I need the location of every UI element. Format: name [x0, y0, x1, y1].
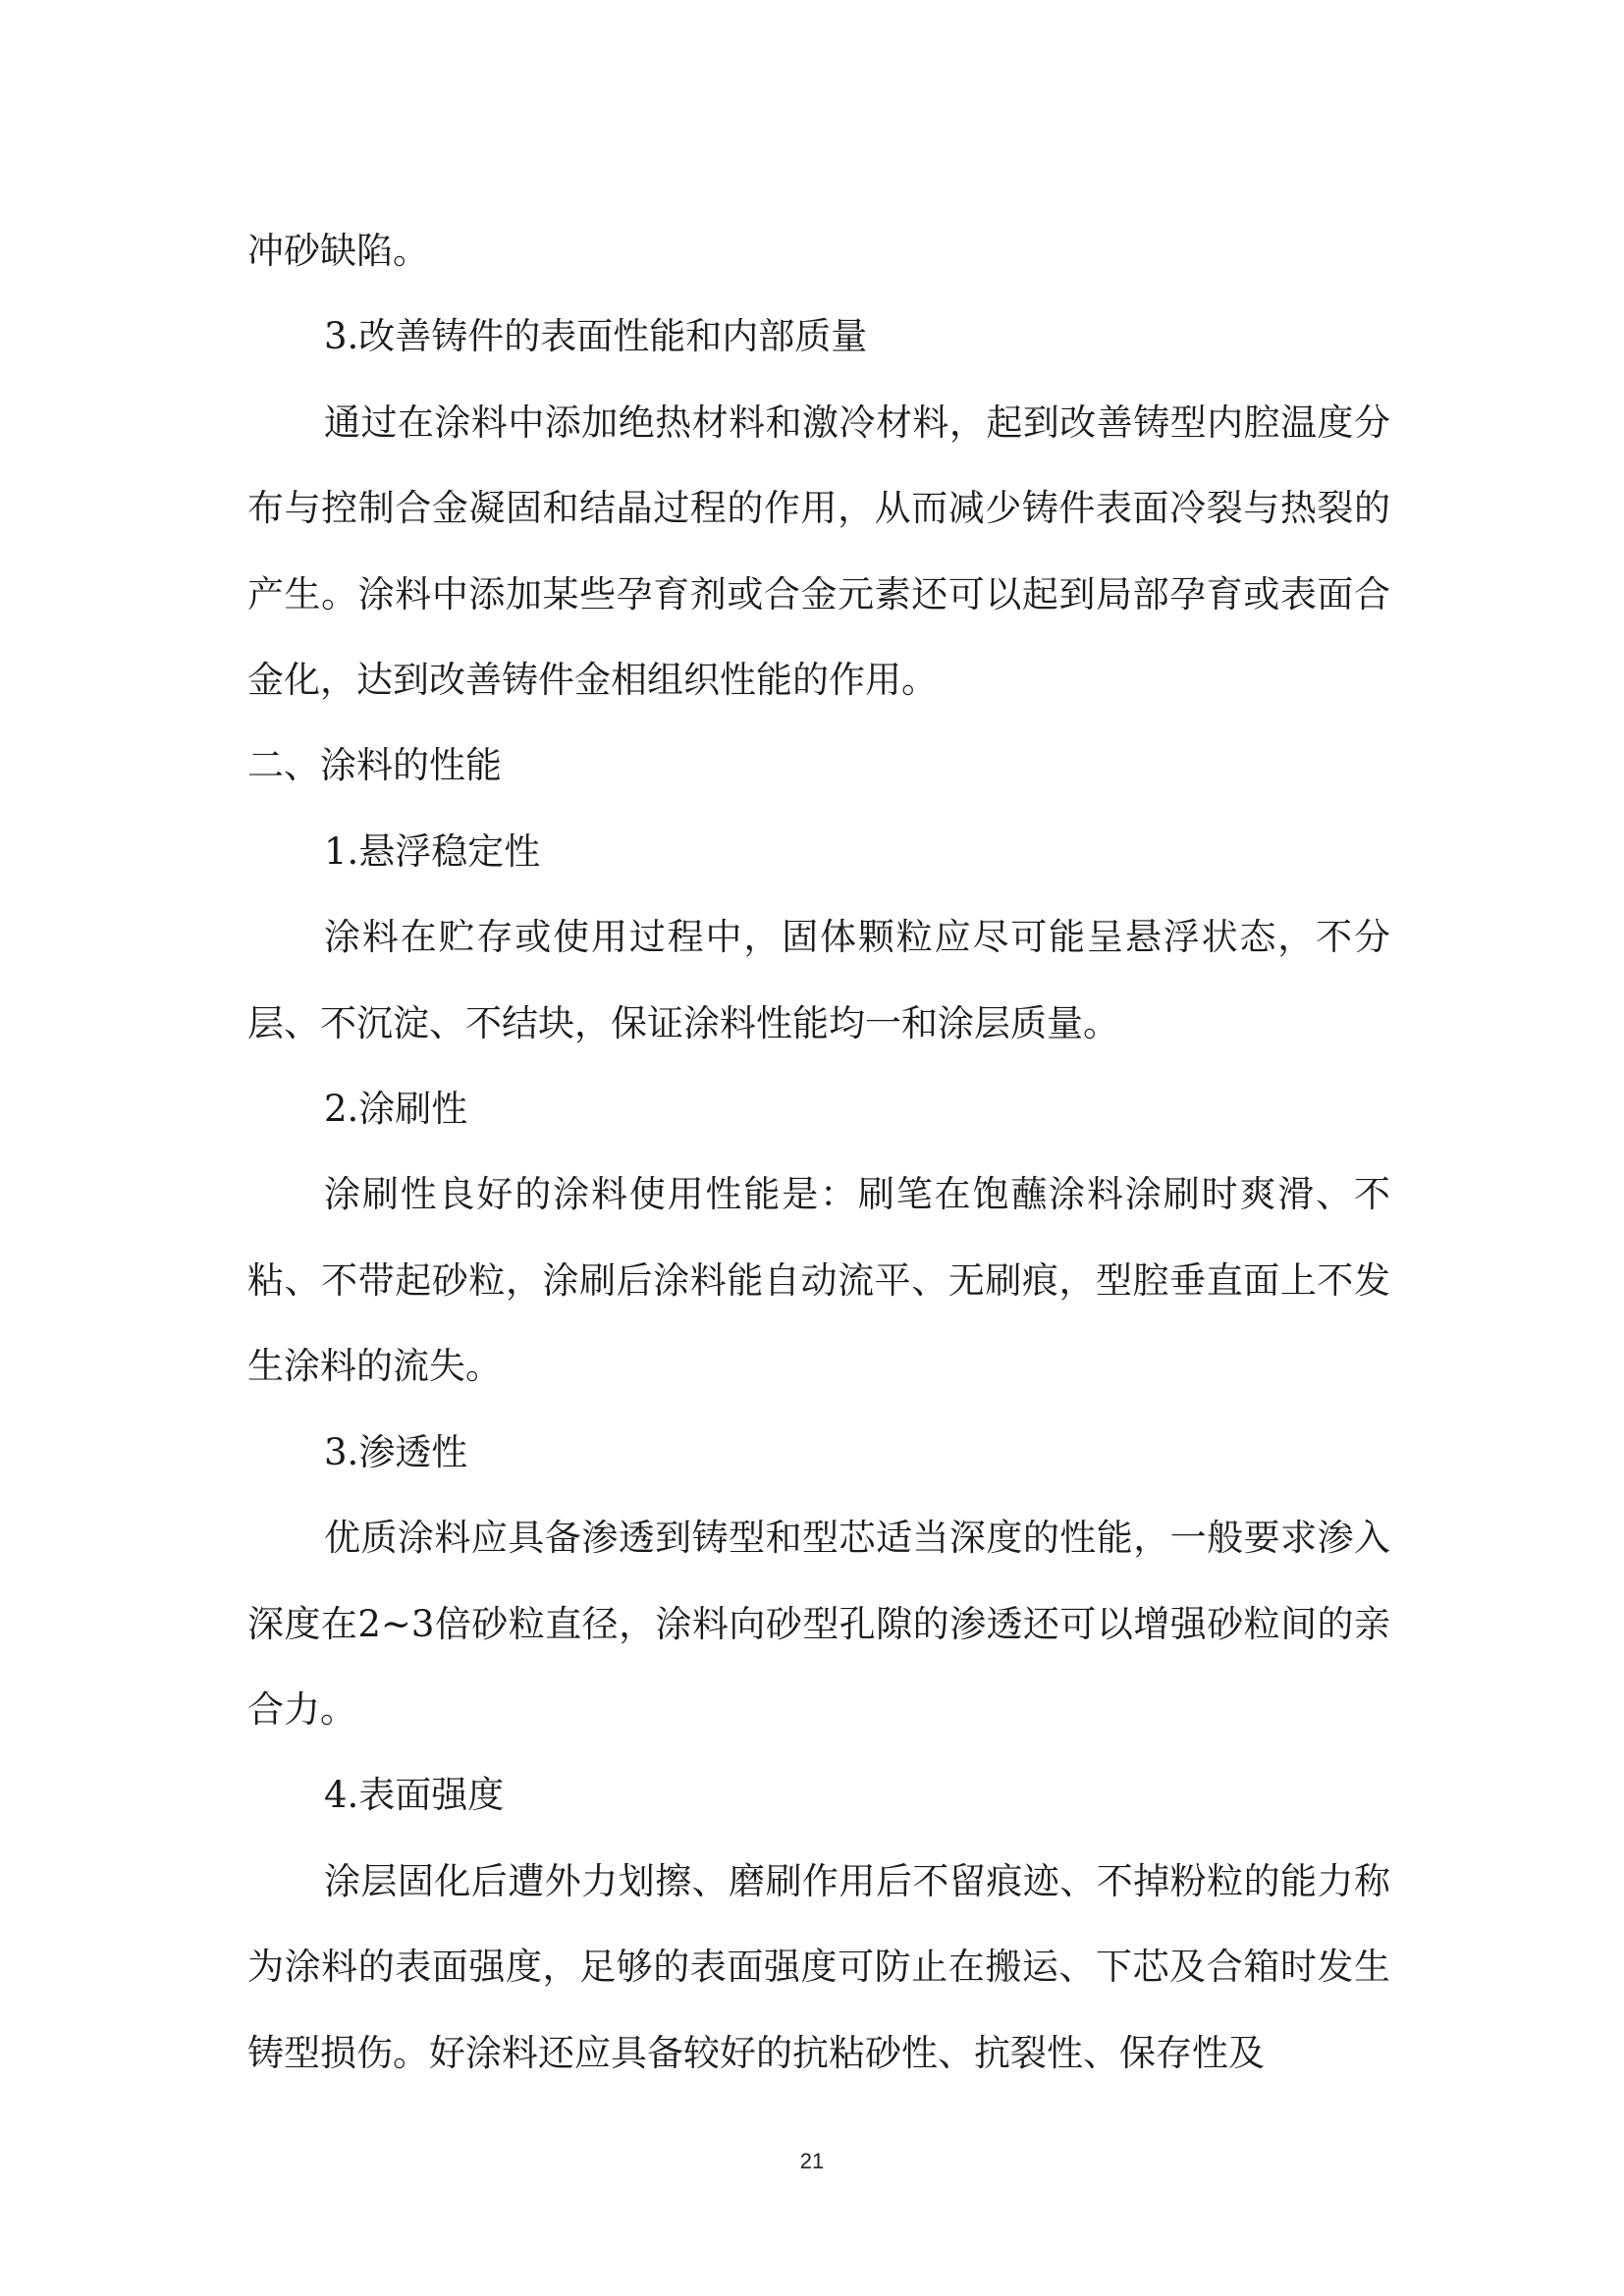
- page-body: [247, 208, 1390, 2096]
- section-heading-coating-properties: 二、涂料的性能: [247, 744, 502, 787]
- paragraph-permeability: 优质涂料应具备渗透到铸型和型芯适当深度的性能，一般要求渗入深度在2~3倍砂粒直径，涂料向砂型孔隙的渗透还可以增强砂粒间的亲合力。: [247, 1517, 1390, 1731]
- paragraph-surface-strength: 涂层固化后遭外力划擦、磨刷作用后不留痕迹、不掉粉粒的能力称为涂料的表面强度，足够的表面强度可防止在搬运、下芯及合箱时发生铸型损伤。好涂料还应具备较好的抗粘砂性、抗裂性、保存性及: [247, 1859, 1390, 2074]
- paragraph-continuation: 冲砂缺陷。: [247, 230, 429, 272]
- subheading-surface-strength: 4.表面强度: [324, 1774, 505, 1817]
- paragraph-suspension-stability: 涂料在贮存或使用过程中，固体颗粒应尽可能呈悬浮状态，不分层、不沉淀、不结块，保证涂料性能均一和涂层质量。: [247, 916, 1390, 1044]
- paragraph-insulation-materials: 通过在涂料中添加绝热材料和激冷材料，起到改善铸型内腔温度分布与控制合金凝固和结晶过程的作用，从而减少铸件表面冷裂与热裂的产生。涂料中添加某些孕育剂或合金元素还可以起到局部孕育或表面合金化，达到改善铸件金相组织性能的作用。: [247, 400, 1390, 702]
- subheading-brushability: 2.涂刷性: [324, 1088, 468, 1131]
- paragraph-brushability: 涂刷性良好的涂料使用性能是：刷笔在饱蘸涂料涂刷时爽滑、不粘、不带起砂粒，涂刷后涂料能自动流平、无刷痕，型腔垂直面上不发生涂料的流失。: [247, 1173, 1390, 1388]
- page-number: 21: [799, 2149, 825, 2173]
- subheading-permeability: 3.渗透性: [324, 1430, 468, 1473]
- subheading-suspension-stability: 1.悬浮稳定性: [324, 829, 541, 873]
- subheading-improve-surface: 3.改善铸件的表面性能和内部质量: [324, 315, 868, 358]
